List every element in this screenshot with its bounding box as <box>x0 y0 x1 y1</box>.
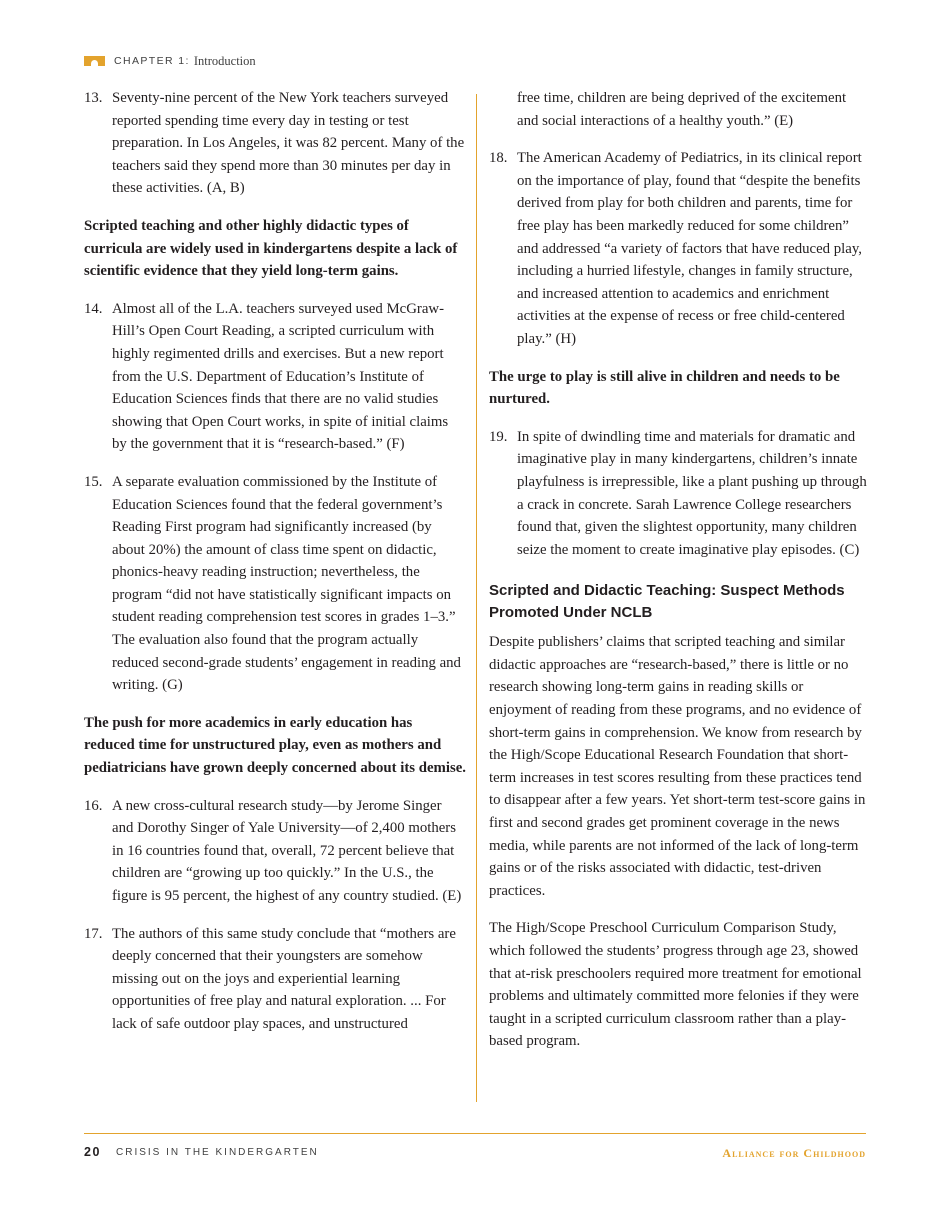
list-text: In spite of dwindling time and materials for dramatic and imaginative play in many kindergartens, children’s innate playfulness is irrepressible, like a plant pushing up through a crack in concrete. Sarah Lawrence College researchers found that, given the slightest opportunity, many children seize the moment to create imaginative play episodes. (C) <box>517 428 867 558</box>
list-text: A separate evaluation commissioned by the Institute of Education Sciences found that the federal government’s Reading First program had significantly increased (by about 20%) the amount of class time spent on didactic, phonics-heavy reading instruction; nevertheless, the program “did not have statistically significant impacts on student reading comprehension test scores in grades 1–3.” The evaluation also found that the program actually reduced second-grade students’ engagement in reading and writing. (G) <box>112 473 461 694</box>
column-divider <box>476 94 477 1102</box>
list-item-14 <box>84 298 466 456</box>
chapter-label: CHAPTER 1: <box>114 55 190 67</box>
body-paragraph: Despite publishers’ claims that scripted teaching and similar didactic approaches are “research-based,” there is little or no research showing long-term gains in reading skills or enjoyment of reading from these programs, and no evidence of short-term gains in comprehension. We know from research by the High/Scope Educational Research Foundation that short-term increases in test scores resulting from these practices tend to disappear after a few years. Yet short-term test-score gains in first and second grades get prominent coverage in the news media, while parents are not informed of the lack of long-term gains or of the risks associated with didactic, test-driven practices. <box>489 634 866 899</box>
list-item-19 <box>489 426 869 562</box>
bold-lead-paragraph: The push for more academics in early education has reduced time for unstructured play, even as mothers and pediatricians have grown deeply concerned about its demise. <box>84 714 466 777</box>
right-column <box>489 87 869 1068</box>
list-text: The American Academy of Pediatrics, in its clinical report on the importance of play, found that “despite the benefits derived from play for both children and parents, time for free play has been markedly reduced for some children” and addressed “a variety of factors that have reduced play, including a hurried lifestyle, changes in family structure, and increased attention to academics and enrichment activities at the expense of recess or free child-centered play.” (H) <box>517 150 862 347</box>
publication-title: CRISIS IN THE KINDERGARTEN <box>116 1147 319 1158</box>
list-item-17-continued: free time, children are being deprived of the excitement and social interactions of a healthy youth.” (E) <box>517 90 847 129</box>
publisher-name: Alliance for Childhood <box>722 1146 866 1160</box>
list-number: 19. <box>489 428 508 445</box>
chapter-tab-icon <box>84 56 105 66</box>
list-text: A new cross-cultural research study—by Jerome Singer and Dorothy Singer of Yale University—of 2,400 mothers in 16 countries found that, overall, 72 percent believe that children are “growing up too quickly.” In the U.S., the figure is 95 percent, the highest of any country studied. (E) <box>112 797 462 904</box>
body-paragraph: The High/Scope Preschool Curriculum Comparison Study, which followed the students’ progress through age 23, showed that at-risk preschoolers required more treatment for emotional problems and ultimately committed more felonies if they were taught in a scripted curriculum classroom rather than a play-based program. <box>489 920 862 1050</box>
list-text: The authors of this same study conclude that “mothers are deeply concerned that their youngsters are somehow missing out on the joys and experiential learning opportunities of free play and natural exploration. ... For lack of safe outdoor play spaces, and unstructured <box>112 925 456 1032</box>
page-number: 20 <box>84 1145 101 1159</box>
list-item-17 <box>84 923 466 1036</box>
list-number: 14. <box>84 300 103 317</box>
list-item-18 <box>489 147 869 350</box>
footer-rule <box>84 1133 866 1134</box>
section-heading: Scripted and Didactic Teaching: Suspect Methods Promoted Under NCLB <box>489 582 845 622</box>
bold-lead-paragraph: The urge to play is still alive in children and needs to be nurtured. <box>489 368 840 408</box>
left-column <box>84 87 466 1051</box>
list-number: 15. <box>84 473 103 490</box>
list-number: 18. <box>489 150 508 167</box>
list-number: 17. <box>84 925 103 942</box>
list-text: Seventy-nine percent of the New York teachers surveyed reported spending time every day in testing or test preparation. In Los Angeles, it was 82 percent. Many of the teachers said they spend more than 30 minutes per day in these activities. (A, B) <box>112 90 465 197</box>
running-header <box>84 54 256 68</box>
list-number: 13. <box>84 90 103 106</box>
list-item-15 <box>84 471 466 697</box>
bold-lead-paragraph: Scripted teaching and other highly didactic types of curricula are widely used in kindergartens despite a lack of scientific evidence that they yield long-term gains. <box>84 217 458 280</box>
chapter-title: Introduction <box>193 53 256 68</box>
list-text: Almost all of the L.A. teachers surveyed used McGraw-Hill’s Open Court Reading, a scripted curriculum with highly regimented drills and exercises. But a new report from the U.S. Department of Education’s Institute of Education Sciences finds that there are no valid studies showing that Open Court works, in spite of initial claims by the government that it is “research-based.” (F) <box>112 300 449 453</box>
list-number: 16. <box>84 797 103 814</box>
list-item-16 <box>84 795 466 908</box>
list-item-13 <box>84 87 466 200</box>
